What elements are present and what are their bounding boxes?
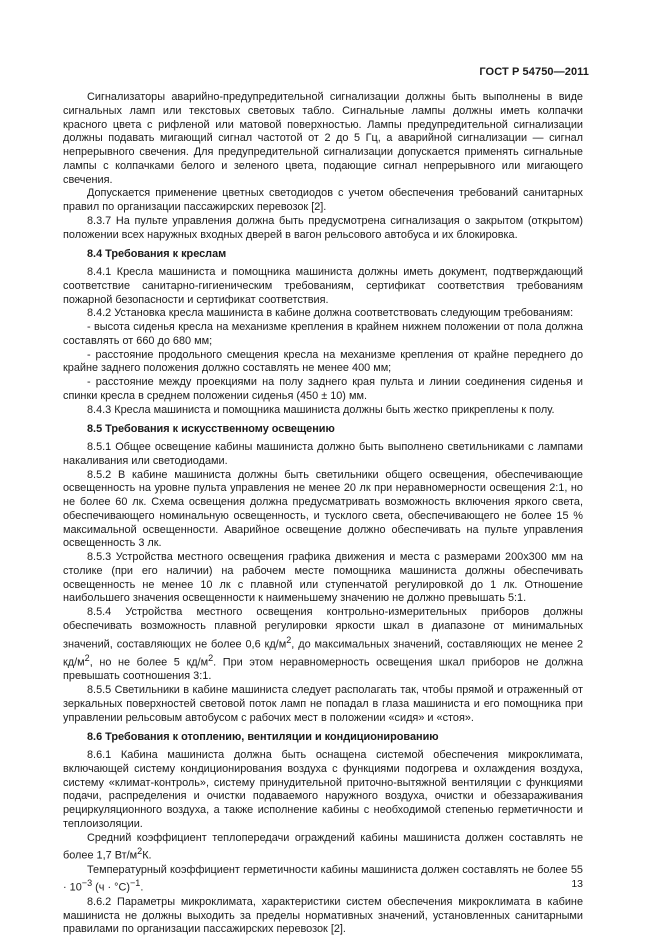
section-heading-8-5: 8.5 Требования к искусственному освещению	[87, 423, 335, 436]
section-heading-8-6: 8.6 Требования к отоплению, вентиляции и кондиционированию	[87, 731, 439, 744]
paragraph-8-6-2: 8.6.2 Параметры микроклимата, характеристики систем обеспечения микроклимата в кабине машиниста не должны выходить за пределы нормативных значений, установленных санитарными правилами по организации пассажирских перевозок [2].	[63, 895, 583, 936]
paragraph-signal-lamps: Сигнализаторы аварийно-предупредительной сигнализации должны быть выполнены в виде сигнальных ламп или текстовых световых табло. Сигнальные лампы должны иметь колпачки красного цвета с рифленой или матовой поверхностью. Лампы предупредительной сигнализации должны подавать мигающий сигнал частотой от 2 до 5 Гц, а аварийной сигнализации — сигнал непрерывного свечения. Для предупредительной сигнализации допускается применять сигнальные лампы с колпачками белого и зеленого цвета, подающие сигнал непрерывного или мигающего свечения.	[63, 91, 583, 186]
list-item-seat-distance: - расстояние между проекциями на полу заднего края пульта и линии соединения сиденья и спинки кресла в среднем положении сиденья (450 ± 10) мм.	[63, 376, 583, 402]
paragraph-8-6-1: 8.6.1 Кабина машиниста должна быть оснащена системой обеспечения микроклимата, включающей систему кондиционирования воздуха с функциями подогрева и охлаждения воздуха, систему «климат-контроль», систему принудительной приточно-вытяжной вентиляции с функциями подачи, распределения и очистки подаваемого наружного воздуха, очистки и обеззараживания рециркуляционного воздуха, а также исполнение кабины с необходимой степенью герметичности и теплоизоляции.	[63, 749, 583, 830]
paragraph-8-5-5: 8.5.5 Светильники в кабине машиниста следует располагать так, чтобы прямой и отраженный от зеркальных поверхностей световой поток ламп не попадал в глаза машиниста и его помощника при управлении рельсовым автобусом с рабочих мест в положении «сидя» и «стоя».	[63, 684, 583, 724]
paragraph-8-4-2: 8.4.2 Установка кресла машиниста в кабине должна соответствовать следующим требованиям:	[87, 307, 574, 320]
paragraph-8-4-3: 8.4.3 Кресла машиниста и помощника машиниста должны быть жестко прикреплены к полу.	[87, 403, 555, 416]
superscript: 2	[137, 846, 143, 857]
text-run: 8.5.4 Устройства местного освещения контрольно-измерительных приборов должны обеспечивать возможность плавной регулировки яркости шкал в диапазоне от минимальных значений, составляющих не более 0,6 кд/м	[63, 606, 583, 651]
list-item-seat-height: - высота сиденья кресла на механизме крепления в крайнем нижнем положении от пола должна составлять от 660 до 680 мм;	[63, 321, 583, 347]
superscript: 2	[208, 652, 214, 663]
document-header: ГОСТ Р 54750—2011	[479, 66, 589, 78]
paragraph-heat-transfer	[63, 832, 583, 864]
superscript: −3	[81, 878, 93, 889]
document-body	[63, 91, 583, 937]
superscript: 2	[84, 652, 90, 663]
text-run: Температурный коэффициент герметичности кабины машиниста должен составлять не более 55 · 10	[63, 863, 583, 894]
paragraph-airtightness	[63, 864, 583, 896]
paragraph-8-5-2: 8.5.2 В кабине машиниста должны быть светильники общего освещения, обеспечивающие освещенность на уровне пульта управления не менее 20 лк при неравномерности освещения 2:1, но не более 60 лк. Схема освещения должна предусматривать возможность включения яркого света, обеспечивающего номинальную освещенность, и тусклого света, обеспечивающего не более 15 % максимальной освещенности. Аварийное освещение должно обеспечивать на пульте управления освещенность 3 лк.	[63, 468, 583, 550]
text-run: , но не более 5 кд/м	[89, 656, 209, 669]
list-item-seat-shift: - расстояние продольного смещения кресла на механизме крепления от крайне переднего до крайне заднего положения должно составлять не менее 400 мм;	[63, 348, 583, 375]
text-run: . При этом неравномерность освещения шкал приборов не должна превышать соотношения 3:1.	[63, 656, 583, 683]
paragraph-8-3-7: 8.3.7 На пульте управления должна быть предусмотрена сигнализация о закрытом (открытом) положении всех наружных входных дверей в вагон рельсового автобуса и их блокировка.	[63, 214, 583, 241]
paragraph-8-4-1: 8.4.1 Кресла машиниста и помощника машиниста должны иметь документ, подтверждающий соответствие санитарно-гигиеническим требованиям, сертификат соответствия требованиям пожарной безопасности и сертификат соответствия.	[63, 266, 583, 306]
text-run: К.	[142, 849, 152, 862]
paragraph-8-5-4	[63, 606, 583, 684]
paragraph-8-5-3: 8.5.3 Устройства местного освещения графика движения и места с размерами 200х300 мм на столике (при его наличии) на рабочем месте помощника машиниста должны обеспечивать освещенность не менее 10 лк с плавной или ступенчатой регулировкой до 1 лк. Отношение наибольшего значения освещенности к наименьшему значению не должно превышать 5:1.	[63, 551, 583, 605]
paragraph-led-allowed: Допускается применение цветных светодиодов с учетом обеспечения требований санитарных правил по организации пассажирских перевозок [2].	[63, 187, 583, 213]
superscript: −1	[130, 878, 141, 889]
page-number: 13	[571, 878, 583, 890]
text-run: (ч · °С)	[92, 882, 130, 894]
superscript: 2	[286, 634, 292, 645]
text-run: , до максимальных значений, составляющих не менее 2 кд/м	[63, 638, 584, 669]
section-heading-8-4: 8.4 Требования к креслам	[87, 248, 227, 261]
text-run: Средний коэффициент теплопередачи ограждений кабины машиниста должен составлять не более 1,7 Вт/м	[63, 831, 583, 862]
paragraph-8-5-1: 8.5.1 Общее освещение кабины машиниста должно быть выполнено светильниками с лампами накаливания или светодиодами.	[63, 441, 583, 467]
text-run: .	[140, 882, 144, 894]
